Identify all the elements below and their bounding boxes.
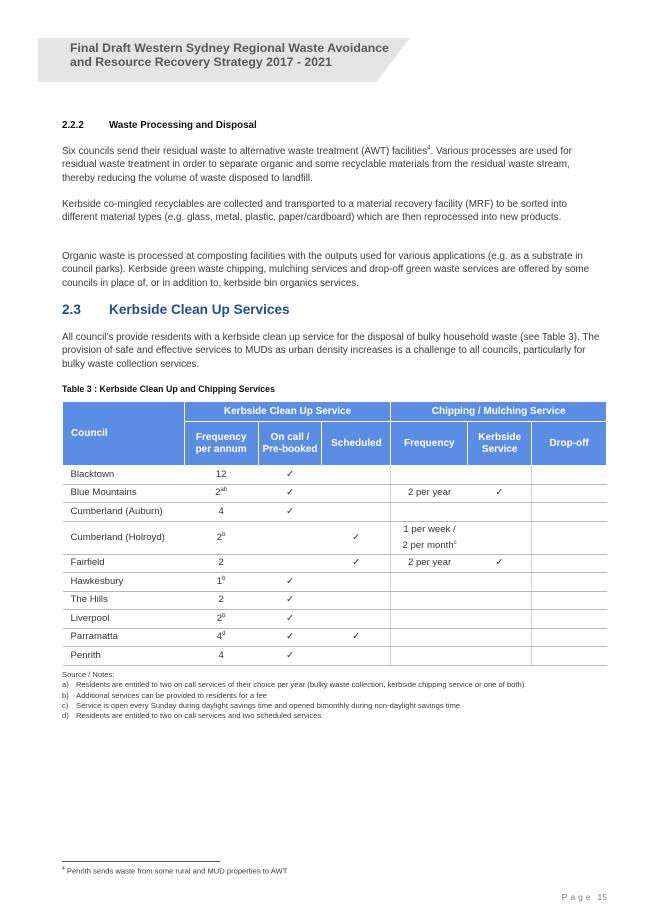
cell-scheduled: ✓ [322,521,391,554]
cell-chipping-frequency [391,610,468,629]
cell-on-call: ✓ [258,610,322,629]
note-item [62,701,622,711]
cell-frequency: 2 [184,591,258,610]
footnote-ref: 4 [427,145,431,152]
cell-kerbside-service [468,610,532,629]
cell-scheduled [322,484,391,503]
cell-on-call: ✓ [258,573,322,592]
col-header-scheduled: Scheduled [322,422,391,466]
cell-frequency: 4$^d$ [184,628,258,647]
table-row [63,503,607,522]
paragraph-residual-waste [62,145,602,185]
cell-scheduled: ✓ [322,554,391,573]
cell-on-call: ✓ [258,466,322,485]
cell-scheduled [322,573,391,592]
cell-chipping-frequency [391,466,468,485]
cell-chipping-frequency: 2 per year [391,554,468,573]
cell-chipping-frequency [391,573,468,592]
cell-scheduled [322,503,391,522]
cell-on-call: ✓ [258,647,322,666]
cell-frequency: 2$^b$ [184,610,258,629]
section-23-title: Kerbside Clean Up Services [109,302,290,317]
col-header-kerbside-service: Kerbside Service [468,422,532,466]
cell-drop-off [532,628,607,647]
table-row [63,484,607,503]
document-title-line1: Final Draft Western Sydney Regional Waste Avoidance [70,41,389,55]
cell-on-call: ✓ [258,503,322,522]
cell-on-call: ✓ [258,628,322,647]
cell-scheduled [322,610,391,629]
cell-on-call: ✓ [258,484,322,503]
cell-council: Cumberland (Holroyd) [63,521,185,554]
note-letter: a) [62,680,69,690]
cell-frequency: 12 [184,466,258,485]
cell-frequency: $2^{ab}$ [184,484,258,503]
cell-kerbside-service [468,628,532,647]
table-row [63,521,607,554]
cell-chipping-frequency: 2 per year [391,484,468,503]
page-number [562,892,607,902]
cell-drop-off [532,591,607,610]
section-23-heading [62,302,290,317]
table-row [63,466,607,485]
table-caption: Table 3 : Kerbside Clean Up and Chipping Services [62,384,275,394]
cell-frequency: 2 [184,554,258,573]
cell-council: The Hills [63,591,185,610]
cell-frequency: 4 [184,647,258,666]
section-23-number: 2.3 [62,302,81,317]
col-header-frequency-per-annum: Frequency per annum [184,422,258,466]
cell-drop-off [532,647,607,666]
cell-drop-off [532,484,607,503]
table-notes [62,670,622,721]
footnote-text: Penrith sends waste from some rural and MUD properties to AWT [64,866,288,876]
cell-on-call [258,554,322,573]
cell-drop-off [532,573,607,592]
cell-on-call: ✓ [258,591,322,610]
group-header-chipping-mulching: Chipping / Mulching Service [391,402,607,422]
note-letter: c) [62,700,69,710]
cell-frequency: 1$^b$ [184,573,258,592]
document-title-line2: and Resource Recovery Strategy 2017 - 2021 [70,54,332,69]
note-item [62,711,622,721]
cell-chipping-frequency [391,628,468,647]
cell-council: Blacktown [63,466,185,485]
cell-kerbside-service [468,503,532,522]
document-title [70,42,400,69]
cell-scheduled [322,591,391,610]
cell-drop-off [532,610,607,629]
note-text: Residents are entitled to two on call services and two scheduled services [76,711,322,721]
footnote-divider [62,861,220,862]
cell-kerbside-service [468,521,532,554]
cell-council: Liverpool [63,610,185,629]
note-letter: d) [62,711,69,721]
table-row [63,628,607,647]
cell-scheduled: ✓ [322,628,391,647]
note-item [62,680,622,690]
kerbside-services-table [62,401,607,666]
page-label: Page [561,892,594,902]
cell-drop-off [532,466,607,485]
section-222-title: Waste Processing and Disposal [109,120,257,131]
cell-kerbside-service [468,573,532,592]
cell-drop-off [532,521,607,554]
col-header-on-call: On call / Pre-booked [258,422,322,466]
table-row [63,610,607,629]
table-row [63,573,607,592]
table-row [63,591,607,610]
cell-scheduled [322,647,391,666]
cell-chipping-frequency [391,591,468,610]
cell-council: Fairfield [63,554,185,573]
note-text: Additional services can be provided to residents for a fee [76,690,267,700]
footnote [62,866,287,876]
cell-chipping-frequency [391,503,468,522]
note-item [62,691,622,701]
note-letter: b) [62,690,69,700]
cell-council: Penrith [63,647,185,666]
table-row [63,647,607,666]
para1-text: Six councils send their residual waste to alternative waste treatment (AWT) facilities [62,146,428,157]
cell-drop-off [532,554,607,573]
cell-frequency: 4 [184,503,258,522]
table-row [63,554,607,573]
cell-council: Hawkesbury [63,573,185,592]
cell-council: Parramatta [63,628,185,647]
cell-scheduled [322,466,391,485]
page-number-value: 15 [597,892,607,902]
cell-council: Cumberland (Auburn) [63,503,185,522]
notes-heading: Source / Notes: [62,670,115,679]
note-text: Residents are entitled to two on call services of their choice per year (bulky waste collection, kerbside chipping service or one of both) [76,680,525,690]
cell-council: Blue Mountains [63,484,185,503]
cell-kerbside-service [468,647,532,666]
paragraph-recyclables: Kerbside co-mingled recyclables are collected and transported to a material recovery facility (MRF) to be sorted into different material types (e.g. glass, metal, plastic, paper/cardboard) which are then reprocessed into new products. [62,199,567,224]
cell-kerbside-service: ✓ [468,484,532,503]
cell-kerbside-service: ✓ [468,554,532,573]
col-header-chipping-frequency: Frequency [391,422,468,466]
cell-kerbside-service [468,466,532,485]
cell-frequency: 2$^b$ [184,521,258,554]
cell-kerbside-service [468,591,532,610]
col-header-drop-off: Drop-off [532,422,607,466]
para1-text-rest: . Various processes are used for residual waste treatment in order to separate organic and some recyclable materials from the residual waste stream, thereby reducing the volume of waste disposed to landfill. [62,146,572,184]
cell-chipping-frequency [391,647,468,666]
paragraph-organic-waste: Organic waste is processed at composting facilities with the outputs used for various applications (e.g. as a substrate in council parks). Kerbside green waste chipping, mulching services and drop-off green waste services are offered by some councils in place of, or in addition to, kerbside bin organics services. [62,251,590,289]
cell-drop-off [532,503,607,522]
cell-on-call [258,521,322,554]
section-222-heading [62,120,257,131]
note-text: Service is open every Sunday during daylight savings time and opened bimonthly during non-daylight savings time [76,700,461,710]
section-222-number: 2.2.2 [62,120,84,131]
paragraph-kerbside-clean-up: All council’s provide residents with a kerbside clean up service for the disposal of bulky household waste (see Table 3). The provision of safe and effective services to MUDs as urban density increases is a challenge to all councils, particularly for bulky waste collection services. [62,332,600,370]
footnote-marker: 4 [62,866,65,872]
cell-chipping-frequency: 1 per week / 2 per month$^c$ [391,521,468,554]
table-body [63,466,607,666]
group-header-kerbside-clean-up: Kerbside Clean Up Service [184,402,391,422]
col-header-council: Council [63,402,185,466]
